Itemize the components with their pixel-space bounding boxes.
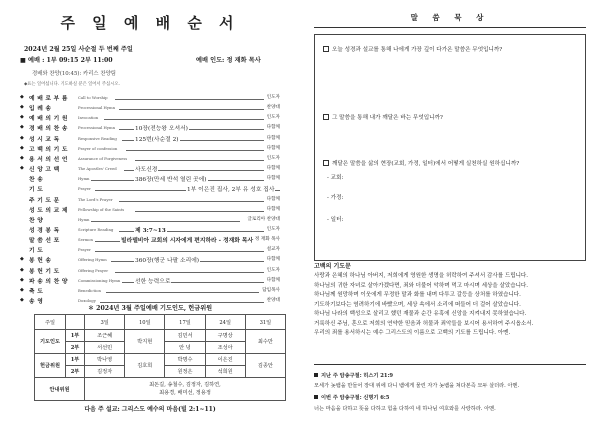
order-detail: 125번(사순절 2) [134, 134, 180, 143]
order-detail: 360장(행군 나팔 소리에) [134, 255, 200, 264]
this-week-verse: 너는 마음을 다하고 뜻을 다하고 힘을 다하여 네 하나님 여호와를 사랑하라. 아멘. [314, 406, 496, 412]
standing-marker: ◆ [20, 165, 24, 172]
standing-marker: ◆ [20, 114, 24, 121]
order-english: Benediction [78, 287, 101, 293]
order-leader: 다함께 [266, 277, 280, 283]
order-leader: 다함께 [266, 145, 280, 151]
col-header: 17일 [165, 315, 205, 330]
row-label-prayer: 기도인도 [35, 330, 66, 354]
order-item [0, 266, 300, 276]
square-bullet-icon [314, 373, 318, 377]
checkbox-icon [323, 160, 329, 166]
col-header: 24일 [205, 315, 245, 330]
order-leader: 인도자 [266, 155, 280, 161]
table-cell: 이은진 [205, 354, 245, 366]
order-label: 성 시 교 독 [29, 136, 60, 143]
checkbox-icon [323, 114, 329, 120]
order-label: 예 배 로 부 름 [29, 96, 68, 102]
order-item [0, 205, 300, 215]
order-item [0, 195, 300, 205]
calendar-title: ✽ 2024년 3월 주일예배 기도인도, 헌금위원 [87, 305, 213, 312]
order-item [0, 184, 300, 194]
table-cell: 김민서 [165, 330, 205, 342]
order-label: 입 례 송 [29, 106, 52, 113]
prayer-line: 사랑과 은혜의 하나님 아버지, 저희에게 영원한 생명을 허락하여 주셔서 감사를 드립니다. [314, 273, 529, 279]
order-item [0, 113, 300, 123]
order-detail: 1부 이은진 집사, 2부 유 성호 집사 [186, 184, 275, 193]
order-english: Prayer [78, 247, 91, 253]
standing-marker: ◆ [20, 104, 24, 111]
field-church: - 교회: [327, 175, 344, 181]
order-label: 예 배 의 기 원 [29, 116, 68, 123]
order-item [0, 276, 300, 286]
prayer-line: 하나님의 귀한 자녀로 살아가겠다면, 죄와 더불어 악하며 먹고 마시며 세상을 살았습니다. [314, 282, 529, 289]
order-leader: 인도자 [266, 95, 280, 100]
prayer-line: 하나님께 원망하며 이웃에게 무정한 말과 화를 내며 다투고 갈등을 상처를 하였습니다. [314, 292, 521, 298]
order-english: Assurance of Forgiveness [78, 155, 128, 161]
table-cell: 안 녕 [165, 342, 205, 354]
order-english: Responsive Reading [78, 135, 117, 141]
order-english: Offering Hymn [78, 257, 107, 263]
ushers-line: 최용경, 배미선, 정용정 [159, 390, 211, 396]
table-cell: 최수만 [245, 330, 285, 354]
meditation-box [314, 34, 586, 261]
checkbox-icon [323, 46, 329, 52]
order-leader: 다함께 [266, 196, 280, 202]
prayer-line: 우리의 죄를 용서하시는 예수 그리스도의 이름으로 고백의 기도를 드립니다. 아멘. [314, 330, 511, 336]
table-cell: 구명상 [205, 330, 245, 342]
leader-line [104, 119, 264, 120]
question-3 [323, 159, 519, 167]
leader-line [135, 160, 264, 161]
col-header: 10일 [125, 315, 165, 330]
order-leader: 다함께 [266, 125, 280, 131]
monthly-roster-table [34, 314, 286, 401]
order-item [0, 123, 300, 133]
square-bullet-icon [314, 395, 318, 399]
table-cell: 김정자 [85, 366, 125, 378]
page-title: 주 일 예 배 순 서 [60, 14, 240, 32]
order-label: 봉 헌 기 도 [29, 268, 60, 275]
order-leader: 담임목사 [262, 287, 280, 293]
leader-line [115, 99, 264, 100]
leader-line [115, 272, 264, 273]
this-week-verse-label: 이번 주 암송구절: 신명기 6:5 [314, 394, 389, 401]
last-week-verse: 모세가 놋뱀을 만들어 장대 위에 다니 뱀에게 물린 자가 놋뱀을 쳐다본즉 모두 살더라. 아멘. [314, 383, 520, 389]
col-header: 31일 [245, 315, 285, 330]
order-item [0, 144, 300, 154]
order-leader: 설교자 [266, 247, 280, 253]
order-item [0, 255, 300, 265]
order-label: 기 도 [29, 187, 44, 194]
field-work: - 일터: [327, 217, 344, 223]
order-label: 파 송 의 찬 양 [29, 278, 68, 285]
order-label: 봉 헌 송 [29, 258, 52, 265]
order-english: Invocation [78, 115, 99, 121]
order-item [0, 286, 300, 296]
table-row [35, 354, 286, 366]
order-leader: 글로리아 찬양대 [247, 216, 280, 222]
order-detail: 사도신경 [134, 164, 158, 173]
table-cell: 박지현 [125, 330, 165, 354]
next-sermon: 다음 주 설교: 그리스도 예수의 마음(빌 2:1~11) [84, 406, 216, 413]
standing-marker: ◆ [20, 94, 24, 100]
question-text: 깨달은 말씀을 삶의 현장(교회, 가정, 일터)에서 어떻게 실천하실 원하십니까? [332, 161, 520, 167]
order-english: The Lord's Prayer [78, 196, 113, 202]
order-leader: 다함께 [266, 135, 280, 141]
leader-line [119, 201, 263, 202]
order-item [0, 245, 300, 255]
standing-marker: ◆ [20, 286, 24, 293]
order-leader: 찬양대 [266, 105, 280, 111]
table-cell: 원정은 [165, 366, 205, 378]
table-header-row [35, 315, 286, 330]
service-leader: 예배 인도: 정 재화 목사 [196, 57, 261, 64]
order-item [0, 235, 300, 245]
order-english: Prayer [78, 186, 91, 192]
verses-divider [314, 364, 586, 365]
order-label: 용 서 의 선 언 [29, 156, 68, 163]
question-text: 그 말씀을 통해 내가 깨달은 바는 무엇입니까? [332, 115, 443, 121]
order-english: The Apostles' Creed [78, 166, 117, 172]
field-home: - 가정: [327, 195, 344, 201]
prayer-line: 거룩하신 주님, 혼으로 저희의 연약한 믿음과 허물과 죄악들을 보시어 용서하여 주시옵소서. [314, 320, 534, 327]
standing-marker: ◆ [20, 297, 24, 303]
leader-line [135, 211, 264, 212]
question-1 [323, 45, 502, 53]
meditation-title: 말 씀 묵 상 [410, 13, 490, 22]
meditation-page [300, 0, 600, 423]
order-leader: 다함께 [266, 206, 280, 212]
table-row [35, 330, 286, 342]
leader-line [106, 292, 259, 293]
order-item [0, 134, 300, 144]
standing-marker: ◆ [20, 266, 24, 273]
praise-team: 경배와 찬양(10:45): 카리스 찬양팀 [32, 71, 116, 77]
order-item [0, 215, 300, 225]
table-cell: 석희원 [205, 366, 245, 378]
order-english: Hymn [78, 216, 90, 222]
leader-line [91, 221, 240, 222]
order-label: 경 배 의 찬 송 [29, 126, 68, 133]
order-detail: 10장(전능왕 오셔서) [134, 123, 189, 132]
order-item [0, 174, 300, 184]
service-label: ■ 예배 : 1부 09:15 2부 11:00 [20, 57, 113, 64]
order-detail: 386장(만세 반석 열린 곳에) [134, 174, 208, 183]
table-cell: 조성아 [205, 342, 245, 354]
order-item [0, 154, 300, 164]
title-divider [314, 27, 586, 28]
standing-marker: ◆ [20, 154, 24, 161]
last-week-verse-label: 지난 주 암송구절: 히스기 21:9 [314, 372, 393, 379]
order-label: 성 경 봉 독 [29, 227, 60, 234]
order-english: Prayer of confession [78, 145, 118, 151]
order-detail: 빌라델비아 교회의 시자에게 편지하라 - 정재화 목사 [120, 235, 254, 244]
order-english: Commissioning Hymn [78, 277, 121, 283]
ushers-cell [85, 378, 286, 401]
order-label: 기 도 [29, 248, 44, 255]
order-english: Fellowship of the Saints [78, 206, 125, 212]
order-label: 찬 송 [29, 177, 44, 184]
order-leader: 정 재화 목사 [254, 237, 280, 243]
part-label: 1부 [66, 330, 85, 342]
col-header: 3일 [85, 315, 125, 330]
part-label: 2부 [66, 366, 85, 378]
service-date: 2024년 2월 25일 사순절 두 번째 주일 [24, 46, 133, 53]
order-leader: 다함께 [266, 166, 280, 172]
order-english: Call to Worship [78, 95, 108, 100]
service-times [20, 55, 261, 64]
order-leader: 찬양대 [266, 298, 280, 303]
col-header: 주일 [35, 315, 66, 330]
table-cell: 서선민 [85, 342, 125, 354]
part-label: 2부 [66, 342, 85, 354]
leader-line [95, 251, 263, 252]
order-english: Scripture Reading [78, 226, 114, 232]
part-label: 1부 [66, 354, 85, 366]
order-item [0, 103, 300, 113]
order-detail: 제 3:7~13 [134, 225, 167, 234]
order-label: 말 씀 선 포 [29, 238, 60, 245]
leader-line [126, 150, 264, 151]
order-label: 주 기 도 문 [29, 197, 60, 204]
order-item [0, 164, 300, 174]
row-label-ushers: 안내위원 [35, 378, 85, 401]
order-label: 신 앙 고 백 [29, 167, 60, 174]
question-2 [323, 113, 443, 121]
order-leader: 인도자 [266, 226, 280, 232]
col-header [66, 315, 85, 330]
ushers-line: 최돈길, 송철수, 김정자, 김하연, [149, 382, 221, 388]
order-label: 축 도 [29, 288, 44, 295]
standing-marker: ◆ [20, 134, 24, 141]
order-detail: 선한 능력으로 [134, 276, 171, 285]
order-label: 찬 양 [29, 217, 44, 224]
order-leader: 인도자 [266, 115, 280, 121]
table-cell: 박명수 [165, 354, 205, 366]
order-item [0, 225, 300, 235]
order-english: Processional Hymn [78, 105, 116, 111]
standing-marker: ◆ [20, 144, 24, 151]
order-english: Offering Prayer [78, 267, 109, 273]
order-english: Sermon [78, 237, 93, 243]
order-leader: 다함께 [266, 257, 280, 263]
order-english: Doxology [78, 298, 96, 303]
confession-prayer [314, 272, 586, 339]
order-english: Hymn [78, 176, 90, 182]
standing-note: ◆표는 일어섭니다. 기도하실 분은 일어서 주십시오. [24, 82, 120, 87]
order-leader: 인도자 [266, 267, 280, 273]
standing-marker: ◆ [20, 124, 24, 131]
prayer-line: 하나님 나라의 백성으로 살리고 했던 재물과 순간 유혹에 신앙을 지켜내지 못하였습니다. [314, 311, 527, 317]
order-item [0, 93, 300, 103]
table-cell: 조근혜 [85, 330, 125, 342]
table-cell: 김종안 [245, 354, 285, 378]
order-label: 송 영 [29, 299, 44, 305]
table-cell: 박나영 [85, 354, 125, 366]
leader-line [119, 109, 263, 110]
standing-marker: ◆ [20, 256, 24, 263]
order-label: 성 도 의 교 제 [29, 207, 68, 214]
order-label: 고 백 의 기 도 [29, 146, 68, 153]
prayer-heading: 고백의 기도문 [314, 263, 351, 270]
row-label-offering: 헌금위원 [35, 354, 66, 378]
order-english: Processional Hymn [78, 125, 116, 131]
table-row [35, 378, 286, 401]
prayer-line: 기도하기보다는 염려하기에 바빴으며, 세상 속에서 소리에 떠들어 더 걸어 살았습니다. [314, 301, 521, 308]
question-text: 오늘 성경과 설교를 통해 나에게 가장 깊이 다가온 말씀은 무엇입니까? [332, 47, 503, 53]
standing-marker: ◆ [20, 276, 24, 283]
table-cell: 김호희 [125, 354, 165, 378]
order-leader: 다함께 [266, 176, 280, 182]
